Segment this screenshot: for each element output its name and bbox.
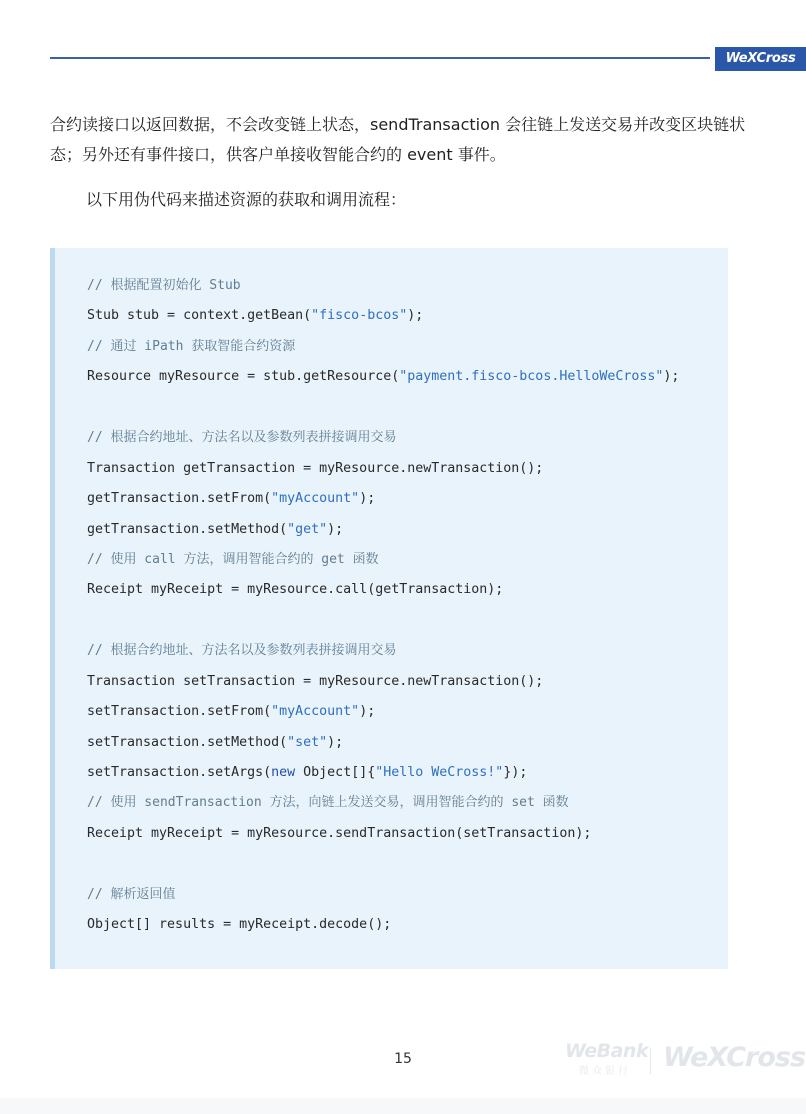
webank-logo: WeBank: [565, 1040, 649, 1062]
webank-subtitle: 微众银行: [579, 1066, 631, 1077]
body-paragraph-2: 以下用伪代码来描述资源的获取和调用流程：: [86, 190, 407, 209]
code-comment: // 通过 iPath 获取智能合约资源: [87, 338, 296, 354]
code-blank-line: [87, 393, 722, 423]
page-number: 15: [394, 1051, 412, 1067]
code-line: Transaction getTransaction = myResource.newTransaction();: [87, 460, 544, 476]
code-line: Transaction setTransaction = myResource.newTransaction();: [87, 673, 544, 689]
code-comment: // 根据合约地址、方法名以及参数列表拼接调用交易: [87, 643, 397, 659]
code-line: setTransaction.setArgs(new Object[]{"Hello WeCross!"});: [87, 765, 528, 780]
header-rule: [50, 57, 710, 59]
code-comment: // 使用 sendTransaction 方法，向链上发送交易，调用智能合约的 set 函数: [87, 795, 569, 811]
code-block: [50, 248, 728, 969]
code-block-accent-bar: [50, 248, 55, 969]
code-line: Object[] results = myReceipt.decode();: [87, 917, 392, 933]
code-line: Receipt myReceipt = myResource.sendTransaction(setTransaction);: [87, 825, 592, 841]
code-line: getTransaction.setFrom("myAccount");: [87, 491, 376, 507]
code-line: Resource myResource = stub.getResource("payment.fisco-bcos.HelloWeCross");: [87, 369, 680, 385]
footer-divider: [650, 1048, 651, 1074]
code-lines: [87, 271, 722, 941]
code-comment: // 根据合约地址、方法名以及参数列表拼接调用交易: [87, 430, 397, 446]
code-blank-line: [87, 849, 722, 879]
wecross-header-logo: WeXCross: [715, 47, 806, 71]
code-line: Stub stub = context.getBean("fisco-bcos");: [87, 308, 424, 324]
wecross-footer-logo: WeXCross: [663, 1042, 806, 1073]
code-line: getTransaction.setMethod("get");: [87, 521, 344, 537]
code-line: Receipt myReceipt = myResource.call(getTransaction);: [87, 582, 504, 598]
code-comment: // 解析返回值: [87, 886, 176, 902]
code-blank-line: [87, 606, 722, 636]
code-line: setTransaction.setFrom("myAccount");: [87, 704, 376, 720]
body-paragraph-1: 合约读接口以返回数据，不会改变链上状态，sendTransaction 会往链上发送交易并改变区块链状态；另外还有事件接口，供客户单接收智能合约的 event 事件。: [50, 115, 746, 164]
code-line: setTransaction.setMethod("set");: [87, 734, 344, 750]
code-comment: // 根据配置初始化 Stub: [87, 278, 241, 293]
footer-logos: [565, 1040, 806, 1080]
code-comment: // 使用 call 方法，调用智能合约的 get 函数: [87, 551, 379, 567]
page-bottom-edge: [0, 1098, 806, 1114]
